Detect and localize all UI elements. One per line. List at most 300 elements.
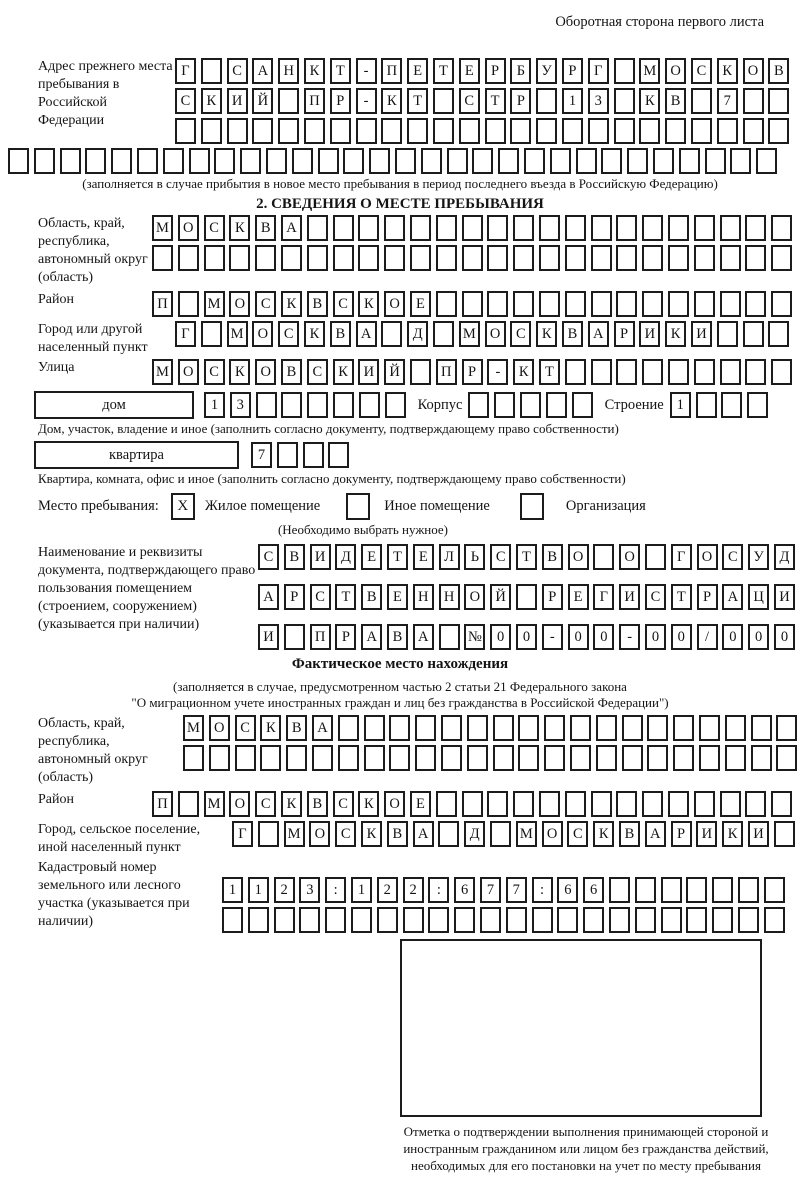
char-box[interactable]: Т bbox=[387, 544, 408, 570]
char-box[interactable] bbox=[591, 791, 612, 817]
char-box[interactable]: А bbox=[356, 321, 377, 347]
char-box[interactable] bbox=[389, 745, 410, 771]
char-box[interactable] bbox=[635, 907, 656, 933]
char-box[interactable] bbox=[647, 715, 668, 741]
char-box[interactable]: В bbox=[619, 821, 640, 847]
char-box[interactable]: В bbox=[562, 321, 583, 347]
char-box[interactable] bbox=[111, 148, 132, 174]
char-box[interactable] bbox=[712, 877, 733, 903]
char-box[interactable]: А bbox=[645, 821, 666, 847]
char-box[interactable]: К bbox=[281, 791, 302, 817]
char-box[interactable] bbox=[428, 907, 449, 933]
char-box[interactable]: - bbox=[356, 88, 377, 114]
char-box[interactable] bbox=[274, 907, 295, 933]
char-box[interactable] bbox=[364, 745, 385, 771]
char-box[interactable]: Р bbox=[562, 58, 583, 84]
char-box[interactable] bbox=[513, 245, 534, 271]
char-box[interactable]: К bbox=[304, 58, 325, 84]
char-box[interactable] bbox=[178, 245, 199, 271]
char-box[interactable] bbox=[369, 148, 390, 174]
char-box[interactable] bbox=[260, 745, 281, 771]
char-box[interactable] bbox=[258, 821, 279, 847]
char-box[interactable] bbox=[299, 907, 320, 933]
char-box[interactable] bbox=[183, 745, 204, 771]
char-box[interactable] bbox=[235, 745, 256, 771]
char-box[interactable]: К bbox=[536, 321, 557, 347]
char-box[interactable]: А bbox=[722, 584, 743, 610]
char-box[interactable]: Н bbox=[413, 584, 434, 610]
char-box[interactable] bbox=[565, 291, 586, 317]
char-box[interactable] bbox=[544, 745, 565, 771]
char-box[interactable]: К bbox=[358, 791, 379, 817]
char-box[interactable] bbox=[565, 791, 586, 817]
char-box[interactable] bbox=[642, 791, 663, 817]
char-box[interactable]: 0 bbox=[593, 624, 614, 650]
char-box[interactable]: Е bbox=[413, 544, 434, 570]
char-box[interactable]: С bbox=[567, 821, 588, 847]
char-box[interactable]: 0 bbox=[748, 624, 769, 650]
char-box[interactable] bbox=[532, 907, 553, 933]
char-box[interactable] bbox=[447, 148, 468, 174]
char-box[interactable] bbox=[189, 148, 210, 174]
char-box[interactable] bbox=[356, 118, 377, 144]
char-box[interactable] bbox=[591, 291, 612, 317]
char-box[interactable] bbox=[642, 245, 663, 271]
char-box[interactable] bbox=[201, 321, 222, 347]
char-box[interactable] bbox=[639, 118, 660, 144]
char-box[interactable] bbox=[358, 245, 379, 271]
char-box[interactable] bbox=[407, 118, 428, 144]
char-box[interactable]: Е bbox=[410, 791, 431, 817]
char-box[interactable] bbox=[679, 148, 700, 174]
char-box[interactable]: Е bbox=[568, 584, 589, 610]
char-box[interactable] bbox=[544, 715, 565, 741]
char-box[interactable] bbox=[358, 215, 379, 241]
char-box[interactable] bbox=[252, 118, 273, 144]
char-box[interactable] bbox=[721, 392, 742, 418]
char-box[interactable] bbox=[364, 715, 385, 741]
char-box[interactable]: П bbox=[304, 88, 325, 114]
char-box[interactable]: С bbox=[175, 88, 196, 114]
char-box[interactable] bbox=[661, 877, 682, 903]
char-box[interactable]: У bbox=[536, 58, 557, 84]
char-box[interactable]: В bbox=[286, 715, 307, 741]
char-box[interactable] bbox=[292, 148, 313, 174]
char-box[interactable]: И bbox=[258, 624, 279, 650]
checkbox-organization[interactable] bbox=[520, 493, 544, 520]
char-box[interactable] bbox=[278, 88, 299, 114]
char-box[interactable] bbox=[539, 791, 560, 817]
char-box[interactable]: 6 bbox=[583, 877, 604, 903]
char-box[interactable]: М bbox=[639, 58, 660, 84]
char-box[interactable] bbox=[281, 392, 302, 418]
char-box[interactable] bbox=[745, 291, 766, 317]
char-box[interactable]: В bbox=[284, 544, 305, 570]
char-box[interactable]: К bbox=[229, 359, 250, 385]
char-box[interactable]: У bbox=[748, 544, 769, 570]
char-box[interactable] bbox=[493, 715, 514, 741]
char-box[interactable] bbox=[668, 791, 689, 817]
char-box[interactable] bbox=[462, 215, 483, 241]
char-box[interactable]: К bbox=[358, 291, 379, 317]
char-box[interactable]: Т bbox=[539, 359, 560, 385]
char-box[interactable] bbox=[410, 359, 431, 385]
char-box[interactable] bbox=[518, 715, 539, 741]
char-box[interactable] bbox=[539, 215, 560, 241]
char-box[interactable]: Т bbox=[433, 58, 454, 84]
char-box[interactable]: Р bbox=[284, 584, 305, 610]
char-box[interactable] bbox=[359, 392, 380, 418]
char-box[interactable] bbox=[539, 291, 560, 317]
char-box[interactable] bbox=[510, 118, 531, 144]
char-box[interactable] bbox=[694, 215, 715, 241]
char-box[interactable]: Е bbox=[410, 291, 431, 317]
char-box[interactable] bbox=[498, 148, 519, 174]
char-box[interactable] bbox=[415, 745, 436, 771]
char-box[interactable] bbox=[462, 291, 483, 317]
char-box[interactable] bbox=[307, 215, 328, 241]
char-box[interactable]: Д bbox=[464, 821, 485, 847]
char-box[interactable] bbox=[454, 907, 475, 933]
char-box[interactable]: Т bbox=[335, 584, 356, 610]
char-box[interactable] bbox=[433, 88, 454, 114]
char-box[interactable]: С bbox=[335, 821, 356, 847]
char-box[interactable] bbox=[468, 392, 489, 418]
char-box[interactable]: К bbox=[304, 321, 325, 347]
char-box[interactable]: 1 bbox=[204, 392, 225, 418]
char-box[interactable] bbox=[745, 359, 766, 385]
char-box[interactable]: И bbox=[310, 544, 331, 570]
char-box[interactable]: Г bbox=[593, 584, 614, 610]
char-box[interactable] bbox=[436, 291, 457, 317]
char-box[interactable] bbox=[403, 907, 424, 933]
char-box[interactable] bbox=[472, 148, 493, 174]
char-box[interactable] bbox=[583, 907, 604, 933]
char-box[interactable] bbox=[645, 544, 666, 570]
char-box[interactable]: В bbox=[330, 321, 351, 347]
char-box[interactable]: Н bbox=[278, 58, 299, 84]
char-box[interactable]: М bbox=[227, 321, 248, 347]
char-box[interactable]: Й bbox=[252, 88, 273, 114]
char-box[interactable] bbox=[506, 907, 527, 933]
char-box[interactable]: С bbox=[204, 215, 225, 241]
char-box[interactable]: Р bbox=[330, 88, 351, 114]
char-box[interactable] bbox=[616, 291, 637, 317]
char-box[interactable] bbox=[593, 544, 614, 570]
char-box[interactable]: И bbox=[696, 821, 717, 847]
char-box[interactable] bbox=[627, 148, 648, 174]
char-box[interactable]: С bbox=[490, 544, 511, 570]
char-box[interactable] bbox=[85, 148, 106, 174]
char-box[interactable]: Н bbox=[439, 584, 460, 610]
char-box[interactable] bbox=[550, 148, 571, 174]
char-box[interactable]: 7 bbox=[506, 877, 527, 903]
char-box[interactable] bbox=[490, 821, 511, 847]
char-box[interactable]: К bbox=[593, 821, 614, 847]
char-box[interactable]: Р bbox=[697, 584, 718, 610]
char-box[interactable] bbox=[546, 392, 567, 418]
char-box[interactable]: С bbox=[307, 359, 328, 385]
char-box[interactable]: : bbox=[428, 877, 449, 903]
char-box[interactable] bbox=[421, 148, 442, 174]
char-box[interactable]: И bbox=[227, 88, 248, 114]
char-box[interactable] bbox=[588, 118, 609, 144]
char-box[interactable]: В bbox=[281, 359, 302, 385]
char-box[interactable] bbox=[438, 821, 459, 847]
char-box[interactable] bbox=[462, 791, 483, 817]
char-box[interactable]: 3 bbox=[230, 392, 251, 418]
char-box[interactable] bbox=[539, 245, 560, 271]
char-box[interactable]: 7 bbox=[717, 88, 738, 114]
char-box[interactable] bbox=[562, 118, 583, 144]
char-box[interactable] bbox=[513, 215, 534, 241]
char-box[interactable] bbox=[647, 745, 668, 771]
char-box[interactable] bbox=[278, 118, 299, 144]
char-box[interactable] bbox=[318, 148, 339, 174]
char-box[interactable] bbox=[462, 245, 483, 271]
char-box[interactable] bbox=[385, 392, 406, 418]
char-box[interactable] bbox=[410, 215, 431, 241]
char-box[interactable]: О bbox=[252, 321, 273, 347]
char-box[interactable] bbox=[616, 791, 637, 817]
char-box[interactable]: А bbox=[252, 58, 273, 84]
char-box[interactable] bbox=[152, 245, 173, 271]
char-box[interactable]: 7 bbox=[251, 442, 272, 468]
char-box[interactable] bbox=[720, 245, 741, 271]
char-box[interactable]: О bbox=[384, 791, 405, 817]
char-box[interactable] bbox=[214, 148, 235, 174]
char-box[interactable]: Е bbox=[407, 58, 428, 84]
char-box[interactable] bbox=[415, 715, 436, 741]
char-box[interactable]: Е bbox=[361, 544, 382, 570]
char-box[interactable]: О bbox=[568, 544, 589, 570]
char-box[interactable]: О bbox=[697, 544, 718, 570]
char-box[interactable] bbox=[705, 148, 726, 174]
char-box[interactable] bbox=[395, 148, 416, 174]
char-box[interactable]: С bbox=[333, 791, 354, 817]
char-box[interactable] bbox=[565, 359, 586, 385]
char-box[interactable]: К bbox=[281, 291, 302, 317]
char-box[interactable]: 7 bbox=[480, 877, 501, 903]
char-box[interactable] bbox=[591, 359, 612, 385]
char-box[interactable] bbox=[696, 392, 717, 418]
char-box[interactable] bbox=[381, 321, 402, 347]
char-box[interactable]: А bbox=[413, 624, 434, 650]
char-box[interactable]: В bbox=[307, 791, 328, 817]
char-box[interactable]: Б bbox=[510, 58, 531, 84]
char-box[interactable]: А bbox=[361, 624, 382, 650]
char-box[interactable] bbox=[616, 359, 637, 385]
char-box[interactable]: О bbox=[743, 58, 764, 84]
char-box[interactable] bbox=[699, 715, 720, 741]
char-box[interactable] bbox=[137, 148, 158, 174]
char-box[interactable]: О bbox=[542, 821, 563, 847]
char-box[interactable] bbox=[204, 245, 225, 271]
char-box[interactable]: : bbox=[325, 877, 346, 903]
char-box[interactable]: 0 bbox=[645, 624, 666, 650]
char-box[interactable] bbox=[467, 745, 488, 771]
char-box[interactable] bbox=[333, 392, 354, 418]
char-box[interactable] bbox=[229, 245, 250, 271]
char-box[interactable]: В bbox=[387, 624, 408, 650]
char-box[interactable]: И bbox=[748, 821, 769, 847]
char-box[interactable]: Г bbox=[175, 321, 196, 347]
char-box[interactable] bbox=[653, 148, 674, 174]
char-box[interactable]: К bbox=[381, 88, 402, 114]
char-box[interactable]: 1 bbox=[351, 877, 372, 903]
char-box[interactable]: О bbox=[229, 291, 250, 317]
char-box[interactable]: С bbox=[722, 544, 743, 570]
char-box[interactable] bbox=[328, 442, 349, 468]
char-box[interactable]: 0 bbox=[722, 624, 743, 650]
char-box[interactable] bbox=[668, 215, 689, 241]
char-box[interactable]: 6 bbox=[557, 877, 578, 903]
char-box[interactable]: А bbox=[312, 715, 333, 741]
char-box[interactable]: К bbox=[201, 88, 222, 114]
char-box[interactable]: Т bbox=[407, 88, 428, 114]
char-box[interactable] bbox=[751, 715, 772, 741]
char-box[interactable]: С bbox=[255, 291, 276, 317]
char-box[interactable]: К bbox=[639, 88, 660, 114]
char-box[interactable]: С bbox=[255, 791, 276, 817]
char-box[interactable]: М bbox=[204, 791, 225, 817]
char-box[interactable]: Е bbox=[387, 584, 408, 610]
char-box[interactable] bbox=[694, 291, 715, 317]
char-box[interactable]: К bbox=[513, 359, 534, 385]
char-box[interactable]: О bbox=[178, 359, 199, 385]
char-box[interactable]: А bbox=[413, 821, 434, 847]
char-box[interactable] bbox=[338, 715, 359, 741]
char-box[interactable] bbox=[601, 148, 622, 174]
char-box[interactable] bbox=[281, 245, 302, 271]
char-box[interactable] bbox=[536, 118, 557, 144]
char-box[interactable] bbox=[720, 215, 741, 241]
char-box[interactable] bbox=[717, 118, 738, 144]
char-box[interactable]: Е bbox=[459, 58, 480, 84]
char-box[interactable] bbox=[307, 392, 328, 418]
char-box[interactable] bbox=[576, 148, 597, 174]
char-box[interactable] bbox=[384, 245, 405, 271]
char-box[interactable] bbox=[764, 907, 785, 933]
char-box[interactable] bbox=[441, 745, 462, 771]
char-box[interactable]: 2 bbox=[403, 877, 424, 903]
char-box[interactable] bbox=[333, 245, 354, 271]
char-box[interactable] bbox=[609, 877, 630, 903]
char-box[interactable] bbox=[743, 118, 764, 144]
char-box[interactable] bbox=[738, 877, 759, 903]
char-box[interactable] bbox=[227, 118, 248, 144]
char-box[interactable] bbox=[699, 745, 720, 771]
char-box[interactable] bbox=[743, 88, 764, 114]
char-box[interactable]: И bbox=[639, 321, 660, 347]
char-box[interactable] bbox=[178, 791, 199, 817]
char-box[interactable]: М bbox=[204, 291, 225, 317]
char-box[interactable]: П bbox=[152, 791, 173, 817]
char-box[interactable] bbox=[487, 215, 508, 241]
char-box[interactable]: Т bbox=[330, 58, 351, 84]
char-box[interactable] bbox=[565, 245, 586, 271]
char-box[interactable] bbox=[34, 148, 55, 174]
char-box[interactable]: О bbox=[229, 791, 250, 817]
char-box[interactable]: Р bbox=[671, 821, 692, 847]
char-box[interactable] bbox=[694, 791, 715, 817]
char-box[interactable] bbox=[665, 118, 686, 144]
char-box[interactable]: Т bbox=[516, 544, 537, 570]
char-box[interactable]: - bbox=[619, 624, 640, 650]
char-box[interactable] bbox=[480, 907, 501, 933]
char-box[interactable] bbox=[738, 907, 759, 933]
char-box[interactable]: К bbox=[717, 58, 738, 84]
char-box[interactable]: / bbox=[697, 624, 718, 650]
char-box[interactable]: - bbox=[356, 58, 377, 84]
char-box[interactable] bbox=[661, 907, 682, 933]
char-box[interactable] bbox=[524, 148, 545, 174]
char-box[interactable]: И bbox=[774, 584, 795, 610]
char-box[interactable] bbox=[720, 291, 741, 317]
char-box[interactable] bbox=[333, 215, 354, 241]
char-box[interactable]: О bbox=[485, 321, 506, 347]
char-box[interactable] bbox=[487, 791, 508, 817]
char-box[interactable] bbox=[614, 118, 635, 144]
char-box[interactable] bbox=[277, 442, 298, 468]
char-box[interactable] bbox=[747, 392, 768, 418]
char-box[interactable] bbox=[616, 215, 637, 241]
char-box[interactable] bbox=[60, 148, 81, 174]
char-box[interactable]: П bbox=[310, 624, 331, 650]
char-box[interactable]: К bbox=[260, 715, 281, 741]
char-box[interactable]: 0 bbox=[516, 624, 537, 650]
char-box[interactable] bbox=[764, 877, 785, 903]
char-box[interactable] bbox=[436, 245, 457, 271]
char-box[interactable] bbox=[668, 291, 689, 317]
char-box[interactable] bbox=[201, 118, 222, 144]
char-box[interactable]: С bbox=[278, 321, 299, 347]
char-box[interactable] bbox=[694, 245, 715, 271]
char-box[interactable] bbox=[642, 215, 663, 241]
char-box[interactable]: 0 bbox=[774, 624, 795, 650]
char-box[interactable] bbox=[175, 118, 196, 144]
char-box[interactable]: М bbox=[183, 715, 204, 741]
char-box[interactable] bbox=[745, 245, 766, 271]
char-box[interactable]: Д bbox=[407, 321, 428, 347]
char-box[interactable] bbox=[351, 907, 372, 933]
char-box[interactable] bbox=[338, 745, 359, 771]
char-box[interactable] bbox=[725, 715, 746, 741]
char-box[interactable]: И bbox=[358, 359, 379, 385]
char-box[interactable] bbox=[330, 118, 351, 144]
char-box[interactable]: Р bbox=[335, 624, 356, 650]
char-box[interactable] bbox=[673, 715, 694, 741]
char-box[interactable] bbox=[516, 584, 537, 610]
char-box[interactable] bbox=[240, 148, 261, 174]
char-box[interactable]: Д bbox=[774, 544, 795, 570]
char-box[interactable] bbox=[518, 745, 539, 771]
char-box[interactable]: О bbox=[309, 821, 330, 847]
char-box[interactable] bbox=[668, 245, 689, 271]
char-box[interactable] bbox=[459, 118, 480, 144]
char-box[interactable]: И bbox=[691, 321, 712, 347]
char-box[interactable]: П bbox=[436, 359, 457, 385]
char-box[interactable]: О bbox=[464, 584, 485, 610]
char-box[interactable]: М bbox=[152, 215, 173, 241]
char-box[interactable]: 2 bbox=[377, 877, 398, 903]
char-box[interactable]: Т bbox=[671, 584, 692, 610]
char-box[interactable]: А bbox=[258, 584, 279, 610]
char-box[interactable] bbox=[439, 624, 460, 650]
char-box[interactable] bbox=[616, 245, 637, 271]
char-box[interactable]: Р bbox=[614, 321, 635, 347]
char-box[interactable]: Р bbox=[510, 88, 531, 114]
